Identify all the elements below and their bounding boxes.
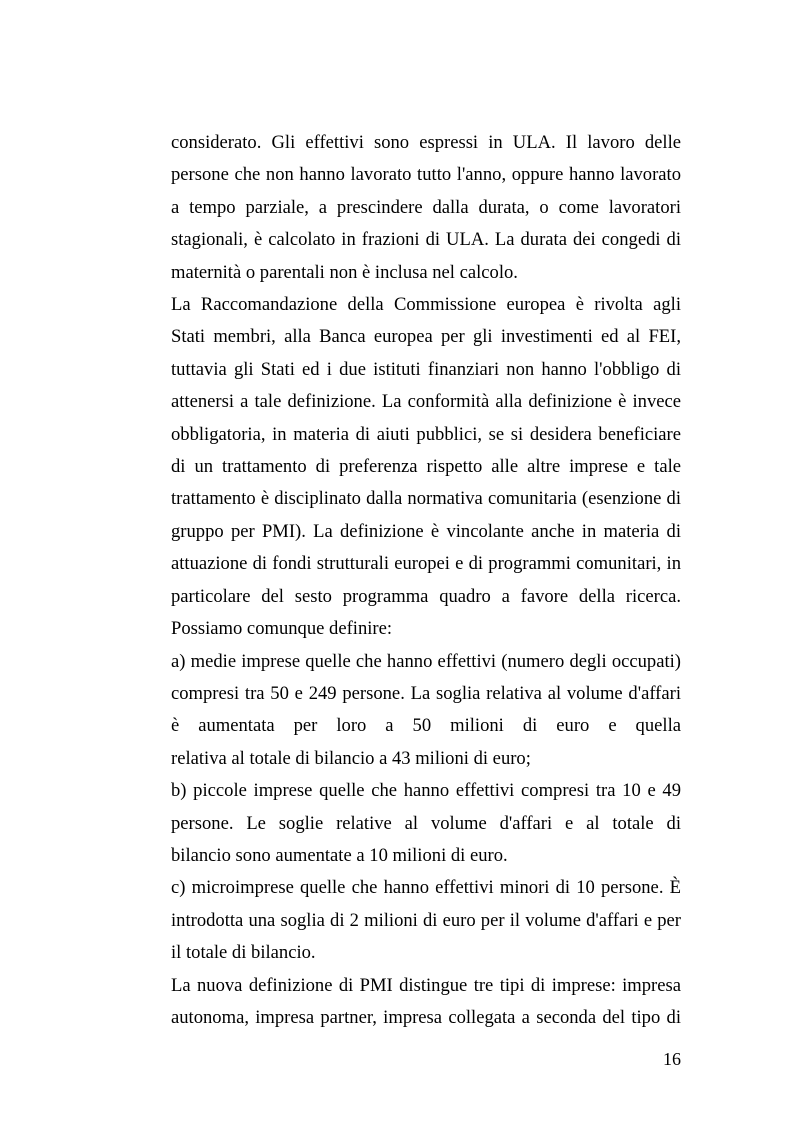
- text-line-7: Stati membri, alla Banca europea per gli investimenti ed al FEI,: [171, 326, 681, 348]
- text-line-22: persone. Le soglie relative al volume d'affari e al totale di: [171, 812, 681, 834]
- body-text: [171, 127, 681, 1034]
- text-line-9: attenersi a tale definizione. La conformità alla definizione è invece: [171, 391, 681, 413]
- text-line-3: a tempo parziale, a prescindere dalla durata, o come lavoratori: [171, 196, 681, 218]
- text-line-4: stagionali, è calcolato in frazioni di ULA. La durata dei congedi di: [171, 229, 681, 251]
- text-line-8: tuttavia gli Stati ed i due istituti finanziari non hanno l'obbligo di: [171, 358, 681, 380]
- text-line-17: a) medie imprese quelle che hanno effettivi (numero degli occupati): [171, 650, 681, 672]
- text-line-15: particolare del sesto programma quadro a favore della ricerca.: [171, 585, 681, 607]
- text-line-14: attuazione di fondi strutturali europei e di programmi comunitari, in: [171, 553, 681, 575]
- text-line-28: autonoma, impresa partner, impresa collegata a seconda del tipo di: [171, 1006, 681, 1028]
- text-line-1: considerato. Gli effettivi sono espressi in ULA. Il lavoro delle: [171, 132, 681, 153]
- text-line-18: compresi tra 50 e 249 persone. La soglia relativa al volume d'affari: [171, 682, 681, 704]
- text-line-6: La Raccomandazione della Commissione europea è rivolta agli: [171, 294, 681, 316]
- text-line-12: trattamento è disciplinato dalla normativa comunitaria (esenzione di: [171, 488, 681, 510]
- text-line-10: obbligatoria, in materia di aiuti pubblici, se si desidera beneficiare: [171, 423, 681, 445]
- text-line-2: persone che non hanno lavorato tutto l'anno, oppure hanno lavorato: [171, 164, 681, 186]
- text-line-5: maternità o parentali non è inclusa nel calcolo.: [171, 261, 518, 283]
- text-line-23: bilancio sono aumentate a 10 milioni di euro.: [171, 844, 508, 866]
- text-line-20: relativa al totale di bilancio a 43 milioni di euro;: [171, 747, 531, 769]
- text-line-11: di un trattamento di preferenza rispetto alle altre imprese e tale: [171, 456, 681, 478]
- text-line-27: La nuova definizione di PMI distingue tre tipi di imprese: impresa: [171, 974, 681, 996]
- page-number: 16: [663, 1049, 681, 1069]
- text-line-19: è aumentata per loro a 50 milioni di euro e quella: [171, 715, 681, 737]
- text-line-26: il totale di bilancio.: [171, 942, 316, 964]
- text-line-13: gruppo per PMI). La definizione è vincolante anche in materia di: [171, 520, 681, 542]
- text-line-16: Possiamo comunque definire:: [171, 618, 393, 640]
- text-line-25: introdotta una soglia di 2 milioni di euro per il volume d'affari e per: [171, 909, 681, 931]
- text-line-24: c) microimprese quelle che hanno effettivi minori di 10 persone. È: [171, 877, 681, 899]
- text-line-21: b) piccole imprese quelle che hanno effettivi compresi tra 10 e 49: [171, 780, 681, 802]
